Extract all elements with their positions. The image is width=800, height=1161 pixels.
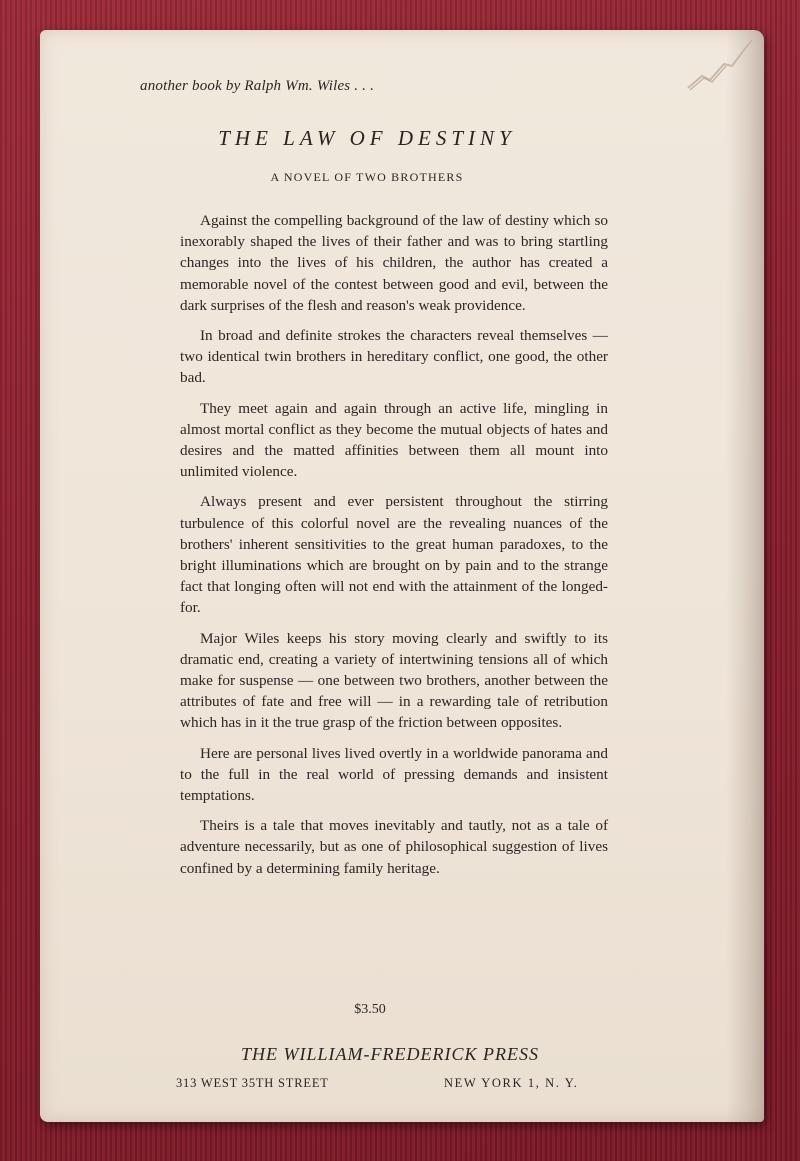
blurb-paragraph: Here are personal lives lived overtly in a worldwide panorama and to the full in the real world of pressing demands and insistent temptations. bbox=[180, 744, 608, 805]
publisher-city: NEW YORK 1, N. Y. bbox=[444, 1076, 579, 1090]
book-subtitle: A NOVEL OF TWO BROTHERS bbox=[270, 170, 464, 184]
jacket-spine-shadow bbox=[726, 30, 764, 1122]
torn-corner-mark bbox=[680, 30, 760, 110]
publisher-name: THE WILLIAM-FREDERICK PRESS bbox=[241, 1044, 539, 1064]
blurb-paragraph: Always present and ever persistent throughout the stirring turbulence of this colorful novel are the revealing nuances of the brothers' inherent sensitivities to the great human paradoxes, to the bright illuminations which are brought on by pain and to the strange fact that longing often will not end with the attainment of the longed-for. bbox=[180, 493, 608, 617]
blurb-paragraph: In broad and definite strokes the characters reveal themselves — two identical twin brothers in hereditary conflict, one good, the other bad. bbox=[180, 327, 608, 387]
blurb-text bbox=[180, 210, 608, 888]
book-jacket-back bbox=[40, 30, 764, 1122]
series-line: another book by Ralph Wm. Wiles . . . bbox=[140, 78, 375, 94]
publisher-address: 313 WEST 35TH STREET bbox=[176, 1076, 329, 1090]
price-label: $3.50 bbox=[354, 1002, 386, 1017]
blurb-paragraph: Against the compelling background of the law of destiny which so inexorably shaped the lives of their father and was to bring startling changes into the lives of his children, the author has created a memorable novel of the contest between good and evil, between the dark surprises of the flesh and reason's weak providence. bbox=[180, 212, 608, 314]
blurb-paragraph: Major Wiles keeps his story moving clearly and swiftly to its dramatic end, creating a variety of intertwining tensions all of which make for suspense — one between two brothers, another between the attributes of fate and free will — in a rewarding tale of retribution which has in it the true grasp of the friction between opposites. bbox=[180, 629, 608, 732]
blurb-paragraph: They meet again and again through an active life, mingling in almost mortal conflict as they become the mutual objects of hates and desires and the matted affinities between them all mount into unlimited violence. bbox=[180, 399, 608, 481]
book-title: THE LAW OF DESTINY bbox=[218, 126, 516, 150]
blurb-paragraph: Theirs is a tale that moves inevitably and tautly, not as a tale of adventure necessarily, but as one of philosophical suggestion of lives confined by a determining family heritage. bbox=[180, 817, 608, 877]
